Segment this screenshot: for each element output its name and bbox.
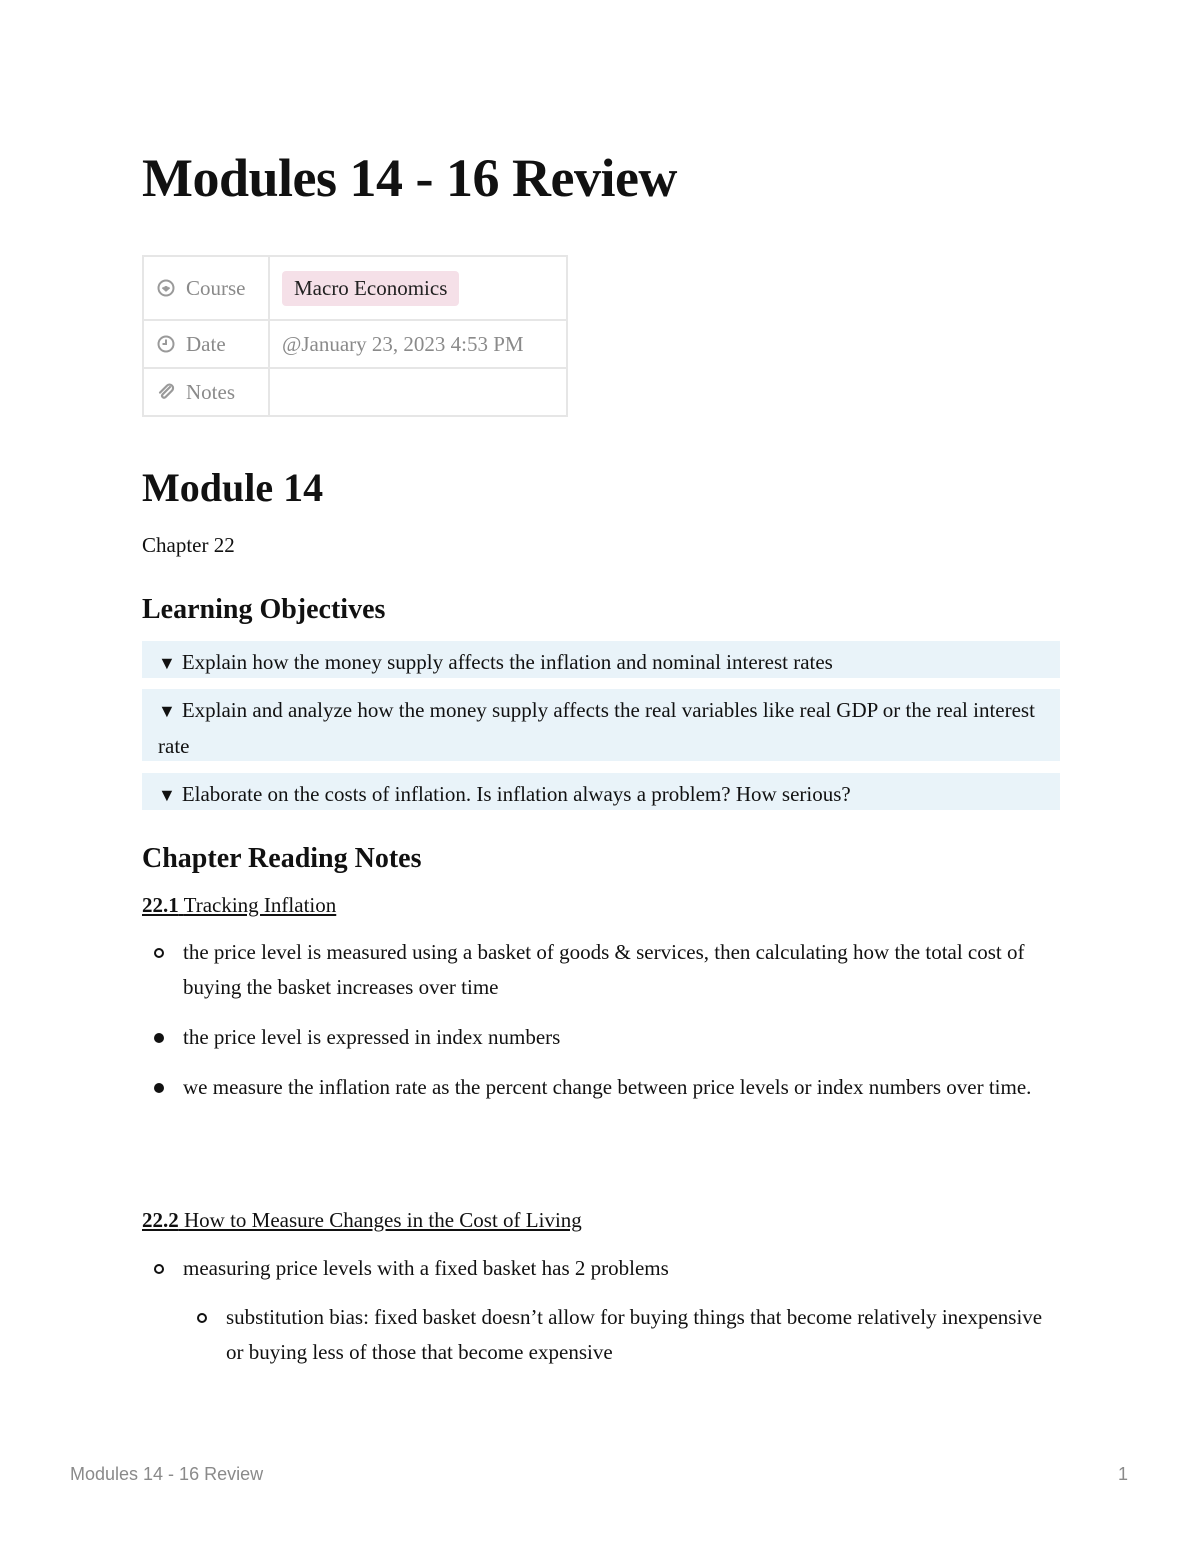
date-value[interactable]: @January 23, 2023 4:53 PM — [269, 320, 567, 368]
section-number: 22.2 — [142, 1208, 179, 1232]
section-number: 22.1 — [142, 893, 179, 917]
toggle-triangle-icon[interactable]: ▼ — [158, 701, 176, 721]
property-value[interactable] — [269, 256, 567, 320]
course-tag[interactable]: Macro Economics — [282, 271, 459, 306]
bullet-list — [142, 935, 1060, 1120]
clock-icon — [156, 334, 176, 354]
solid-bullet-icon — [154, 1033, 164, 1043]
list-item: substitution bias: fixed basket doesn’t allow for buying things that become relatively inexpensive or buying less of those that become expensive — [185, 1300, 1060, 1370]
chapter-label: Chapter 22 — [142, 533, 235, 557]
toggle-block[interactable]: ▼ Explain and analyze how the money supply affects the real variables like real GDP or the real interest rate — [142, 689, 1060, 761]
reading-notes-heading: Chapter Reading Notes — [142, 843, 422, 874]
properties-table — [142, 255, 568, 417]
property-row-date — [143, 320, 567, 368]
list-item: the price level is expressed in index numbers — [142, 1020, 1060, 1055]
toggle-block[interactable]: ▼ Explain how the money supply affects the inflation and nominal interest rates — [142, 641, 1060, 678]
toggle-triangle-icon[interactable]: ▼ — [158, 653, 176, 673]
list-item: we measure the inflation rate as the percent change between price levels or index numbers over time. — [142, 1070, 1060, 1105]
property-key: Date — [143, 320, 269, 368]
status-icon — [156, 278, 176, 298]
footer-title: Modules 14 - 16 Review — [70, 1464, 264, 1484]
notes-value[interactable] — [269, 368, 567, 416]
toggle-triangle-icon[interactable]: ▼ — [158, 785, 176, 805]
property-row-course — [143, 256, 567, 320]
paperclip-icon — [156, 382, 176, 402]
section-title: Tracking Inflation — [183, 893, 337, 917]
property-key: Notes — [143, 368, 269, 416]
property-row-notes — [143, 368, 567, 416]
section-heading-22-2 — [142, 1205, 582, 1235]
solid-bullet-icon — [154, 1083, 164, 1093]
module-heading: Module 14 — [142, 465, 324, 510]
learning-objectives-heading: Learning Objectives — [142, 594, 386, 625]
bullet-list — [142, 1251, 1060, 1301]
nested-bullet-list — [185, 1300, 1060, 1385]
page-title: Modules 14 - 16 Review — [142, 148, 677, 208]
hollow-bullet-icon — [154, 1264, 164, 1274]
hollow-bullet-icon — [197, 1313, 207, 1323]
list-item: measuring price levels with a fixed basket has 2 problems — [142, 1251, 1060, 1286]
hollow-bullet-icon — [154, 948, 164, 958]
toggle-block[interactable]: ▼ Elaborate on the costs of inflation. Is inflation always a problem? How serious? — [142, 773, 1060, 810]
property-key: Course — [143, 256, 269, 320]
list-item: the price level is measured using a basket of goods & services, then calculating how the total cost of buying the basket increases over time — [142, 935, 1060, 1005]
page-number: 1 — [1117, 1464, 1128, 1484]
section-title: How to Measure Changes in the Cost of Living — [184, 1208, 582, 1232]
section-heading-22-1 — [142, 890, 336, 920]
